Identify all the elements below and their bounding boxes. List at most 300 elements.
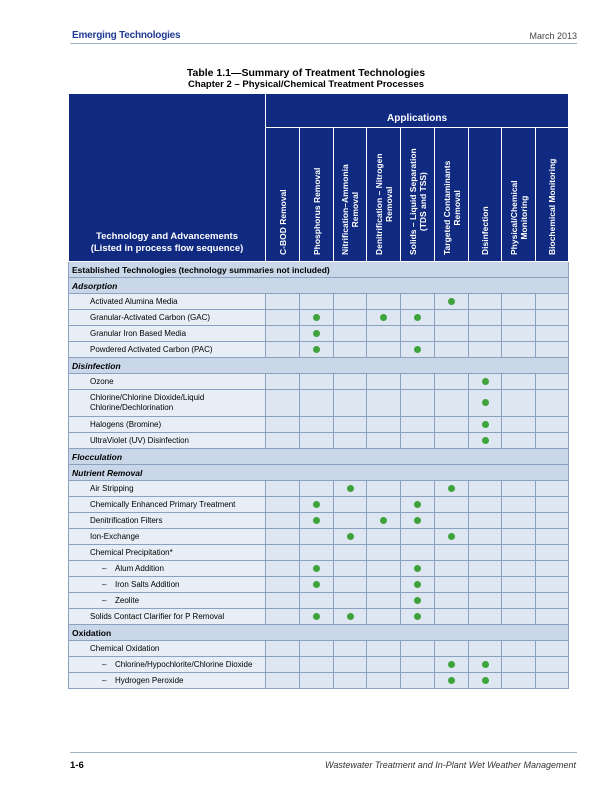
section-label: Established Technologies (technology summaries not included) — [69, 262, 569, 278]
running-header-date: March 2013 — [529, 31, 577, 41]
application-cell — [435, 609, 469, 625]
application-cell — [367, 294, 401, 310]
application-cell — [469, 342, 502, 358]
applicable-dot-icon — [448, 661, 455, 668]
application-cell — [300, 310, 334, 326]
application-cell — [401, 609, 435, 625]
application-cell — [334, 593, 367, 609]
application-cell — [469, 609, 502, 625]
application-cell — [367, 561, 401, 577]
section-row — [69, 465, 569, 481]
table-row — [69, 641, 569, 657]
application-cell — [401, 657, 435, 673]
application-cell — [536, 342, 569, 358]
application-cell — [401, 481, 435, 497]
applicable-dot-icon — [482, 437, 489, 444]
section-label: Adsorption — [69, 278, 569, 294]
application-cell — [401, 342, 435, 358]
technology-label-text: Solids Contact Clarifier for P Removal — [90, 612, 225, 621]
application-cell — [401, 513, 435, 529]
applicable-dot-icon — [414, 346, 421, 353]
technology-label — [69, 561, 266, 577]
application-cell — [502, 513, 536, 529]
sub-item-dash: – — [102, 596, 107, 605]
application-cell — [266, 497, 300, 513]
applicable-dot-icon — [414, 613, 421, 620]
application-cell — [367, 529, 401, 545]
application-cell — [536, 673, 569, 689]
application-cell — [435, 673, 469, 689]
applicable-dot-icon — [448, 298, 455, 305]
application-cell — [469, 294, 502, 310]
application-cell — [502, 433, 536, 449]
application-cell — [469, 310, 502, 326]
application-cell — [435, 390, 469, 417]
application-cell — [435, 657, 469, 673]
applicable-dot-icon — [482, 399, 489, 406]
application-cell — [435, 545, 469, 561]
table-row — [69, 390, 569, 417]
application-cell — [502, 577, 536, 593]
application-cell — [266, 294, 300, 310]
application-cell — [266, 593, 300, 609]
application-cell — [536, 326, 569, 342]
application-cell — [536, 657, 569, 673]
footer-divider — [70, 752, 577, 753]
application-cell — [502, 561, 536, 577]
application-cell — [469, 673, 502, 689]
application-cell — [334, 545, 367, 561]
application-cell — [536, 417, 569, 433]
technology-label-text: Ion-Exchange — [90, 532, 140, 541]
applicable-dot-icon — [313, 565, 320, 572]
application-cell — [334, 481, 367, 497]
applicable-dot-icon — [482, 677, 489, 684]
section-row — [69, 625, 569, 641]
application-cell — [502, 374, 536, 390]
application-cell — [502, 609, 536, 625]
application-cell — [266, 417, 300, 433]
application-cell — [334, 294, 367, 310]
application-cell — [469, 374, 502, 390]
applicable-dot-icon — [313, 581, 320, 588]
technology-label — [69, 326, 266, 342]
application-cell — [300, 294, 334, 310]
application-cell — [367, 513, 401, 529]
application-cell — [266, 326, 300, 342]
technology-label-text: Chemically Enhanced Primary Treatment — [90, 500, 236, 509]
table-row — [69, 513, 569, 529]
application-cell — [469, 593, 502, 609]
application-cell — [502, 417, 536, 433]
technology-label — [69, 609, 266, 625]
column-header-6 — [435, 128, 469, 262]
application-cell — [401, 390, 435, 417]
application-cell — [334, 417, 367, 433]
application-cell — [502, 481, 536, 497]
application-cell — [469, 657, 502, 673]
technology-label-text: Granular-Activated Carbon (GAC) — [90, 313, 211, 322]
application-cell — [300, 545, 334, 561]
application-cell — [401, 545, 435, 561]
application-cell — [300, 390, 334, 417]
applicable-dot-icon — [414, 565, 421, 572]
sub-item-dash: – — [102, 676, 107, 685]
column-header-label: Disinfection — [480, 206, 490, 255]
table-row — [69, 561, 569, 577]
applicable-dot-icon — [347, 613, 354, 620]
technology-label-text: Granular Iron Based Media — [90, 329, 187, 338]
application-cell — [401, 673, 435, 689]
sub-item-dash: – — [102, 580, 107, 589]
technology-label-text: UltraViolet (UV) Disinfection — [90, 436, 189, 445]
applicable-dot-icon — [482, 421, 489, 428]
application-cell — [367, 657, 401, 673]
application-cell — [367, 593, 401, 609]
table-subtitle: Chapter 2 – Physical/Chemical Treatment Processes — [187, 79, 425, 90]
applicable-dot-icon — [448, 533, 455, 540]
table-row — [69, 497, 569, 513]
application-cell — [401, 561, 435, 577]
column-header-3 — [334, 128, 367, 262]
application-cell — [300, 641, 334, 657]
application-cell — [266, 609, 300, 625]
application-cell — [334, 374, 367, 390]
application-cell — [300, 481, 334, 497]
technology-label — [69, 310, 266, 326]
application-cell — [300, 433, 334, 449]
applicable-dot-icon — [313, 517, 320, 524]
sub-item-dash: – — [102, 564, 107, 573]
applicable-dot-icon — [414, 597, 421, 604]
application-cell — [435, 561, 469, 577]
header-divider — [70, 43, 577, 44]
table-row — [69, 326, 569, 342]
application-cell — [536, 641, 569, 657]
application-cell — [401, 417, 435, 433]
column-header-1 — [266, 128, 300, 262]
application-cell — [502, 593, 536, 609]
application-cell — [435, 513, 469, 529]
technology-label — [69, 294, 266, 310]
technology-label — [69, 390, 266, 417]
application-cell — [401, 577, 435, 593]
application-cell — [502, 657, 536, 673]
application-cell — [401, 641, 435, 657]
application-cell — [266, 641, 300, 657]
application-cell — [536, 294, 569, 310]
applicable-dot-icon — [482, 661, 489, 668]
applicable-dot-icon — [448, 485, 455, 492]
application-cell — [334, 310, 367, 326]
table-row — [69, 577, 569, 593]
application-cell — [435, 310, 469, 326]
application-cell — [266, 342, 300, 358]
column-header-label: C-BOD Removal — [277, 189, 288, 255]
application-cell — [300, 513, 334, 529]
application-cell — [469, 481, 502, 497]
sub-item-dash: – — [102, 660, 107, 669]
technology-label — [69, 374, 266, 390]
column-header-label: Physical/Chemical Monitoring — [508, 180, 529, 255]
application-cell — [435, 342, 469, 358]
application-cell — [266, 390, 300, 417]
footer-document-title: Wastewater Treatment and In-Plant Wet Weather Management — [325, 760, 576, 770]
application-cell — [334, 342, 367, 358]
application-cell — [536, 529, 569, 545]
application-cell — [536, 609, 569, 625]
column-header-label: Solids – Liquid Separation (TDS and TSS) — [407, 148, 428, 255]
technology-label-text: Hydrogen Peroxide — [115, 676, 184, 685]
section-label: Disinfection — [69, 358, 569, 374]
column-header-label: Phosphorus Removal — [311, 167, 322, 255]
section-label: Flocculation — [69, 449, 569, 465]
application-cell — [536, 593, 569, 609]
technology-label-text: Activated Alumina Media — [90, 297, 178, 306]
technology-label-text: Chlorine/Chlorine Dioxide/Liquid Chlorine/Dechlorination — [90, 393, 205, 412]
application-cell — [401, 326, 435, 342]
technology-label-text: Chlorine/Hypochlorite/Chlorine Dioxide — [115, 660, 253, 669]
application-cell — [334, 390, 367, 417]
application-cell — [469, 529, 502, 545]
application-cell — [469, 417, 502, 433]
application-cell — [266, 577, 300, 593]
technology-header-line2: (Listed in process flow sequence) — [90, 243, 244, 254]
application-cell — [367, 497, 401, 513]
application-cell — [435, 641, 469, 657]
application-cell — [469, 545, 502, 561]
application-cell — [334, 433, 367, 449]
application-cell — [536, 374, 569, 390]
application-cell — [502, 673, 536, 689]
application-cell — [401, 294, 435, 310]
table-row — [69, 481, 569, 497]
application-cell — [401, 593, 435, 609]
application-cell — [334, 657, 367, 673]
application-cell — [300, 561, 334, 577]
technology-column-header — [69, 94, 266, 262]
application-cell — [502, 294, 536, 310]
column-header-label: Biochemical Monitoring — [547, 158, 558, 255]
applicable-dot-icon — [313, 314, 320, 321]
application-cell — [334, 497, 367, 513]
running-header-title: Emerging Technologies — [72, 30, 181, 41]
application-cell — [266, 657, 300, 673]
application-cell — [502, 545, 536, 561]
application-cell — [536, 545, 569, 561]
application-cell — [266, 374, 300, 390]
table-row — [69, 609, 569, 625]
application-cell — [469, 390, 502, 417]
section-row — [69, 262, 569, 278]
applicable-dot-icon — [414, 517, 421, 524]
application-cell — [502, 310, 536, 326]
application-cell — [435, 374, 469, 390]
application-cell — [536, 310, 569, 326]
application-cell — [367, 433, 401, 449]
section-label: Nutrient Removal — [69, 465, 569, 481]
application-cell — [334, 561, 367, 577]
application-cell — [266, 529, 300, 545]
application-cell — [266, 310, 300, 326]
technology-label — [69, 417, 266, 433]
table-row — [69, 673, 569, 689]
application-cell — [502, 390, 536, 417]
applicable-dot-icon — [482, 378, 489, 385]
application-cell — [334, 513, 367, 529]
application-cell — [469, 577, 502, 593]
application-cell — [469, 561, 502, 577]
application-cell — [334, 609, 367, 625]
application-cell — [435, 481, 469, 497]
application-cell — [469, 641, 502, 657]
application-cell — [469, 326, 502, 342]
applicable-dot-icon — [313, 613, 320, 620]
table-row — [69, 310, 569, 326]
application-cell — [536, 497, 569, 513]
application-cell — [401, 497, 435, 513]
application-cell — [536, 390, 569, 417]
table-row — [69, 294, 569, 310]
table-row — [69, 433, 569, 449]
treatment-technologies-table — [68, 93, 569, 689]
application-cell — [334, 673, 367, 689]
application-cell — [435, 417, 469, 433]
application-cell — [536, 577, 569, 593]
application-cell — [266, 513, 300, 529]
application-cell — [367, 673, 401, 689]
table-body — [69, 262, 569, 689]
table-row — [69, 593, 569, 609]
technology-label — [69, 577, 266, 593]
table-row — [69, 342, 569, 358]
application-cell — [435, 294, 469, 310]
table-row — [69, 545, 569, 561]
technology-label-text: Alum Addition — [115, 564, 164, 573]
application-cell — [300, 342, 334, 358]
technology-label-text: Ozone — [90, 377, 114, 386]
applicable-dot-icon — [414, 581, 421, 588]
application-cell — [401, 310, 435, 326]
technology-label — [69, 342, 266, 358]
application-cell — [300, 529, 334, 545]
technology-label-text: Iron Salts Addition — [115, 580, 180, 589]
application-cell — [300, 593, 334, 609]
application-cell — [367, 417, 401, 433]
column-header-5 — [401, 128, 435, 262]
application-cell — [367, 374, 401, 390]
technology-label-text: Powdered Activated Carbon (PAC) — [90, 345, 213, 354]
technology-label-text: Halogens (Bromine) — [90, 420, 162, 429]
application-cell — [367, 609, 401, 625]
technology-label — [69, 673, 266, 689]
application-cell — [367, 641, 401, 657]
technology-label — [69, 593, 266, 609]
application-cell — [469, 497, 502, 513]
applicable-dot-icon — [380, 314, 387, 321]
application-cell — [536, 481, 569, 497]
technology-label — [69, 513, 266, 529]
application-cell — [367, 390, 401, 417]
section-row — [69, 358, 569, 374]
technology-label-text: Air Stripping — [90, 484, 134, 493]
application-cell — [367, 481, 401, 497]
application-cell — [266, 481, 300, 497]
application-cell — [536, 561, 569, 577]
technology-label-text: Chemical Oxidation — [90, 644, 160, 653]
application-cell — [401, 433, 435, 449]
applicable-dot-icon — [347, 533, 354, 540]
application-cell — [300, 497, 334, 513]
technology-label — [69, 641, 266, 657]
technology-label-text: Denitrification Filters — [90, 516, 163, 525]
applicable-dot-icon — [347, 485, 354, 492]
application-cell — [300, 657, 334, 673]
technology-header-line1: Technology and Advancements — [96, 231, 238, 242]
column-header-4 — [367, 128, 401, 262]
table-row — [69, 417, 569, 433]
application-cell — [266, 433, 300, 449]
technology-label-text: Zeolite — [115, 596, 140, 605]
application-cell — [435, 433, 469, 449]
application-cell — [502, 342, 536, 358]
application-cell — [435, 577, 469, 593]
column-header-9 — [536, 128, 569, 262]
application-cell — [334, 577, 367, 593]
application-cell — [469, 433, 502, 449]
application-cell — [435, 593, 469, 609]
column-header-2 — [300, 128, 334, 262]
column-header-label: Targeted Contaminants Removal — [441, 160, 462, 255]
applicable-dot-icon — [313, 330, 320, 337]
applications-header: Applications — [266, 94, 569, 128]
application-cell — [266, 673, 300, 689]
application-cell — [502, 326, 536, 342]
column-header-label: Nitrification–Ammonia Removal — [340, 164, 360, 255]
application-cell — [300, 673, 334, 689]
application-cell — [367, 577, 401, 593]
application-cell — [435, 529, 469, 545]
technology-label — [69, 481, 266, 497]
applicable-dot-icon — [414, 501, 421, 508]
application-cell — [300, 609, 334, 625]
column-header-label: Denitrification – Nitrogen Removal — [373, 153, 394, 255]
application-cell — [266, 545, 300, 561]
application-cell — [502, 529, 536, 545]
table-title: Table 1.1—Summary of Treatment Technologies — [186, 67, 426, 79]
technology-label — [69, 529, 266, 545]
application-cell — [334, 529, 367, 545]
page-number: 1-6 — [70, 760, 84, 771]
technology-label-text: Chemical Precipitation* — [90, 548, 173, 557]
application-cell — [502, 497, 536, 513]
application-cell — [300, 577, 334, 593]
application-cell — [435, 326, 469, 342]
table-row — [69, 529, 569, 545]
column-header-8 — [502, 128, 536, 262]
technology-label — [69, 545, 266, 561]
application-cell — [300, 417, 334, 433]
application-cell — [334, 641, 367, 657]
application-cell — [435, 497, 469, 513]
technology-label — [69, 497, 266, 513]
applicable-dot-icon — [313, 501, 320, 508]
table-row — [69, 657, 569, 673]
applicable-dot-icon — [414, 314, 421, 321]
application-cell — [367, 310, 401, 326]
application-cell — [266, 561, 300, 577]
technology-label — [69, 433, 266, 449]
